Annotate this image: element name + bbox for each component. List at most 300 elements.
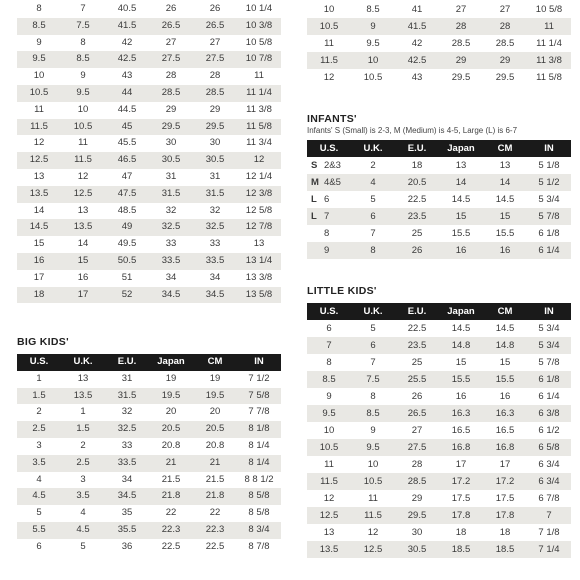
table-cell: 18 <box>17 287 61 304</box>
table-cell: 13.5 <box>307 541 351 558</box>
table-cell: 26 <box>395 242 439 259</box>
table-row <box>307 208 571 225</box>
table-row <box>17 371 281 388</box>
table-cell: 23.5 <box>395 208 439 225</box>
table-cell: 6 5/8 <box>527 439 571 456</box>
table-cell: 19 <box>149 371 193 388</box>
table-cell: 5 <box>351 320 395 337</box>
table-cell: 22.5 <box>193 539 237 556</box>
table-row <box>17 539 281 556</box>
table-cell: 2 <box>61 438 105 455</box>
table-cell: 26.5 <box>149 18 193 35</box>
table-cell: 15.5 <box>483 371 527 388</box>
table-row <box>307 354 571 371</box>
table-row <box>307 405 571 422</box>
table-cell: 33 <box>149 236 193 253</box>
table-cell: 7 1/2 <box>237 371 281 388</box>
table-cell: 25.5 <box>395 371 439 388</box>
table-cell: 15.5 <box>439 225 483 242</box>
table-cell: 42 <box>105 35 149 52</box>
table-cell: 13 <box>439 157 483 174</box>
table-cell: 8.5 <box>351 405 395 422</box>
table-row <box>307 524 571 541</box>
table-cell: 5 7/8 <box>527 354 571 371</box>
table-cell: 14 <box>17 203 61 220</box>
table-cell: 49.5 <box>105 236 149 253</box>
table-cell: 10 1/4 <box>237 1 281 18</box>
table-cell: 17.2 <box>439 473 483 490</box>
us-size: 4&5 <box>324 177 341 188</box>
table-cell: 11 <box>351 490 395 507</box>
column-header: E.U. <box>395 140 439 157</box>
table-cell: 17.2 <box>483 473 527 490</box>
table-cell: 6 1/2 <box>527 422 571 439</box>
size-table-top-left <box>17 1 281 303</box>
table-cell: 13 <box>61 371 105 388</box>
little-kids-table <box>307 303 571 558</box>
table-row <box>307 191 571 208</box>
size-letter: S <box>311 160 318 171</box>
table-row <box>17 236 281 253</box>
table-row <box>17 35 281 52</box>
column-header: E.U. <box>395 303 439 320</box>
table-cell: 17.5 <box>483 490 527 507</box>
table-cell: 14.8 <box>483 337 527 354</box>
column-header: CM <box>483 140 527 157</box>
table-cell: 10 7/8 <box>237 51 281 68</box>
table-cell: 29 <box>193 102 237 119</box>
table-cell: 28.5 <box>439 35 483 52</box>
column-header: U.S. <box>307 140 351 157</box>
table-row <box>307 490 571 507</box>
column-header: IN <box>237 354 281 371</box>
little-kids-title: LITTLE KIDS' <box>307 285 377 297</box>
table-cell: 10 5/8 <box>237 35 281 52</box>
table-cell: 28 <box>395 456 439 473</box>
size-table-body <box>17 371 281 556</box>
table-cell: 1.5 <box>17 388 61 405</box>
table-cell: 1 <box>61 404 105 421</box>
table-cell: 7 1/4 <box>527 541 571 558</box>
table-cell: 3 <box>17 438 61 455</box>
table-cell: 33.5 <box>149 253 193 270</box>
table-cell: 21 <box>149 455 193 472</box>
table-cell: 28.5 <box>483 35 527 52</box>
table-row <box>307 174 571 191</box>
table-cell: 18.5 <box>439 541 483 558</box>
table-cell: 13 <box>61 203 105 220</box>
table-cell: 43 <box>395 69 439 86</box>
table-cell: 36 <box>105 539 149 556</box>
table-row <box>307 225 571 242</box>
table-row <box>17 203 281 220</box>
table-cell: 16 <box>17 253 61 270</box>
table-cell: 14 <box>439 174 483 191</box>
table-cell: 31.5 <box>149 186 193 203</box>
table-cell: 34 <box>193 270 237 287</box>
table-row <box>17 102 281 119</box>
table-cell: 30.5 <box>193 152 237 169</box>
table-row <box>17 421 281 438</box>
table-cell: 5 <box>17 505 61 522</box>
infants-note: Infants' S (Small) is 2-3, M (Medium) is 4-5, Large (L) is 6-7 <box>307 126 518 135</box>
table-cell: 32.5 <box>193 219 237 236</box>
table-cell: 6 7/8 <box>527 490 571 507</box>
table-cell: 12 <box>237 152 281 169</box>
table-cell: 10 5/8 <box>527 1 571 18</box>
table-cell: 10.5 <box>61 119 105 136</box>
table-cell: 10 <box>61 102 105 119</box>
table-cell: 22.5 <box>395 191 439 208</box>
column-header: U.S. <box>307 303 351 320</box>
table-cell: 32.5 <box>105 421 149 438</box>
table-cell: 1 <box>17 371 61 388</box>
table-cell: 34.5 <box>149 287 193 304</box>
table-cell: 27 <box>193 35 237 52</box>
table-cell: 13.5 <box>61 388 105 405</box>
table-cell: 22 <box>193 505 237 522</box>
table-cell: 8 5/8 <box>237 488 281 505</box>
table-cell: 27 <box>149 35 193 52</box>
column-header: U.K. <box>351 303 395 320</box>
table-cell: 42.5 <box>395 52 439 69</box>
table-cell: 25 <box>395 225 439 242</box>
table-cell: 15 <box>439 208 483 225</box>
table-cell: 17 <box>61 287 105 304</box>
table-cell: 20.5 <box>149 421 193 438</box>
table-cell: 33 <box>193 236 237 253</box>
table-cell: 15 <box>17 236 61 253</box>
table-cell: 32 <box>193 203 237 220</box>
table-cell: 9 <box>351 422 395 439</box>
table-cell: 27.5 <box>149 51 193 68</box>
table-cell: 46.5 <box>105 152 149 169</box>
table-cell: 11 <box>307 35 351 52</box>
table-cell: 25 <box>395 354 439 371</box>
table-cell: 13 <box>483 157 527 174</box>
table-cell: 8 1/8 <box>237 421 281 438</box>
table-row <box>307 337 571 354</box>
table-cell: 42 <box>395 35 439 52</box>
table-cell: 8.5 <box>17 18 61 35</box>
table-cell: 20 <box>149 404 193 421</box>
table-cell: 9.5 <box>351 35 395 52</box>
table-cell: 2.5 <box>61 455 105 472</box>
table-cell: 3.5 <box>17 455 61 472</box>
table-cell: 26 <box>395 388 439 405</box>
table-cell: 11 3/4 <box>237 135 281 152</box>
table-cell: 10 <box>17 68 61 85</box>
table-cell: 28 <box>483 18 527 35</box>
table-row <box>307 69 571 86</box>
table-cell: 50.5 <box>105 253 149 270</box>
table-cell: 17 <box>17 270 61 287</box>
table-cell: 31 <box>193 169 237 186</box>
table-cell: 14.5 <box>17 219 61 236</box>
table-cell: 12 1/4 <box>237 169 281 186</box>
table-cell <box>307 191 351 208</box>
table-cell <box>307 242 351 259</box>
table-cell: 20.5 <box>193 421 237 438</box>
table-cell: 34 <box>105 472 149 489</box>
table-cell: 12 5/8 <box>237 203 281 220</box>
table-cell: 47.5 <box>105 186 149 203</box>
table-cell: 20.8 <box>149 438 193 455</box>
table-cell: 11 <box>61 135 105 152</box>
table-cell: 28.5 <box>395 473 439 490</box>
table-cell: 10.5 <box>351 473 395 490</box>
table-cell: 8.5 <box>61 51 105 68</box>
table-cell: 31.5 <box>105 388 149 405</box>
table-cell: 4 <box>17 472 61 489</box>
table-cell: 4.5 <box>17 488 61 505</box>
table-cell: 31.5 <box>193 186 237 203</box>
table-cell: 12 7/8 <box>237 219 281 236</box>
table-cell: 35.5 <box>105 522 149 539</box>
table-row <box>17 85 281 102</box>
table-cell: 12 <box>17 135 61 152</box>
table-cell: 21 <box>193 455 237 472</box>
table-row <box>17 488 281 505</box>
table-cell: 52 <box>105 287 149 304</box>
table-row <box>17 68 281 85</box>
table-cell: 11.5 <box>307 52 351 69</box>
table-cell: 33.5 <box>105 455 149 472</box>
table-cell: 49 <box>105 219 149 236</box>
table-cell: 13 <box>307 524 351 541</box>
table-cell: 14.5 <box>483 191 527 208</box>
table-cell: 17 <box>483 456 527 473</box>
table-cell: 45 <box>105 119 149 136</box>
table-row <box>17 287 281 304</box>
table-cell <box>307 157 351 174</box>
size-table-body <box>17 1 281 303</box>
table-cell: 18.5 <box>483 541 527 558</box>
table-cell: 7 1/8 <box>527 524 571 541</box>
table-cell: 12 3/8 <box>237 186 281 203</box>
table-cell: 11 <box>17 102 61 119</box>
table-row <box>17 404 281 421</box>
infants-table <box>307 140 571 259</box>
table-cell: 29.5 <box>395 507 439 524</box>
table-cell: 4 <box>351 174 395 191</box>
table-row <box>307 388 571 405</box>
table-cell: 14 <box>483 174 527 191</box>
table-cell: 30 <box>193 135 237 152</box>
table-cell: 12 <box>307 69 351 86</box>
table-cell: 6 1/4 <box>527 242 571 259</box>
table-cell: 29 <box>483 52 527 69</box>
table-cell: 19 <box>193 371 237 388</box>
table-cell: 22 <box>149 505 193 522</box>
size-table-body <box>307 320 571 558</box>
table-cell: 7 <box>351 225 395 242</box>
table-cell: 16.8 <box>439 439 483 456</box>
table-cell: 30.5 <box>149 152 193 169</box>
table-cell: 5 <box>61 539 105 556</box>
table-cell: 29 <box>149 102 193 119</box>
table-cell: 7 <box>307 337 351 354</box>
table-cell: 27 <box>395 422 439 439</box>
table-cell: 11.5 <box>351 507 395 524</box>
table-cell: 9.5 <box>351 439 395 456</box>
table-cell: 18 <box>439 524 483 541</box>
table-row <box>307 157 571 174</box>
column-header: Japan <box>439 303 483 320</box>
table-row <box>307 439 571 456</box>
table-cell: 8 1/4 <box>237 438 281 455</box>
table-cell: 47 <box>105 169 149 186</box>
table-header-row <box>307 140 571 157</box>
table-cell: 10.5 <box>17 85 61 102</box>
size-table-top-right <box>307 1 571 86</box>
table-cell: 11 5/8 <box>527 69 571 86</box>
table-cell: 6 3/4 <box>527 456 571 473</box>
table-cell: 8 7/8 <box>237 539 281 556</box>
table-cell: 30 <box>395 524 439 541</box>
table-cell: 11 1/4 <box>237 85 281 102</box>
table-cell: 33.5 <box>193 253 237 270</box>
table-cell: 4.5 <box>61 522 105 539</box>
table-cell: 7.5 <box>61 18 105 35</box>
table-cell: 5 1/8 <box>527 157 571 174</box>
size-letter: L <box>311 211 317 222</box>
table-cell: 8 <box>307 354 351 371</box>
table-cell: 48.5 <box>105 203 149 220</box>
table-cell: 27 <box>483 1 527 18</box>
table-cell: 6 3/8 <box>527 405 571 422</box>
table-cell: 9 <box>17 35 61 52</box>
table-cell: 11 <box>237 68 281 85</box>
table-cell: 10 3/8 <box>237 18 281 35</box>
table-cell: 9.5 <box>307 405 351 422</box>
table-cell: 16.5 <box>483 422 527 439</box>
column-header: Japan <box>439 140 483 157</box>
table-cell: 16 <box>439 388 483 405</box>
table-cell: 11 <box>307 456 351 473</box>
table-row <box>17 505 281 522</box>
table-cell: 5.5 <box>17 522 61 539</box>
table-cell: 4 <box>61 505 105 522</box>
table-row <box>17 135 281 152</box>
table-cell: 14.5 <box>439 191 483 208</box>
us-size: 6 <box>324 194 330 205</box>
table-cell: 9 <box>307 388 351 405</box>
table-cell: 9 <box>351 18 395 35</box>
table-cell: 16 <box>483 242 527 259</box>
table-cell: 22.3 <box>193 522 237 539</box>
table-cell: 21.8 <box>193 488 237 505</box>
table-cell: 7 <box>61 1 105 18</box>
table-cell: 13.5 <box>61 219 105 236</box>
table-cell: 16 <box>61 270 105 287</box>
table-row <box>17 169 281 186</box>
table-cell: 29 <box>395 490 439 507</box>
table-row <box>17 270 281 287</box>
table-cell: 20.5 <box>395 174 439 191</box>
table-cell: 22.5 <box>395 320 439 337</box>
table-cell: 15 <box>61 253 105 270</box>
table-cell: 9.5 <box>17 51 61 68</box>
table-cell: 32 <box>149 203 193 220</box>
table-cell: 6 3/4 <box>527 473 571 490</box>
table-row <box>307 18 571 35</box>
table-cell: 17.5 <box>439 490 483 507</box>
table-cell: 6 <box>17 539 61 556</box>
us-size: 9 <box>324 245 330 256</box>
table-cell: 21.5 <box>149 472 193 489</box>
table-cell: 7 <box>351 354 395 371</box>
table-cell: 44 <box>105 85 149 102</box>
table-cell: 26 <box>149 1 193 18</box>
table-cell: 16.5 <box>439 422 483 439</box>
table-cell: 16 <box>483 388 527 405</box>
table-cell: 11 3/8 <box>527 52 571 69</box>
infants-table-body <box>307 157 571 259</box>
table-row <box>17 186 281 203</box>
table-cell: 28 <box>193 68 237 85</box>
table-cell: 6 1/4 <box>527 388 571 405</box>
table-cell: 5 3/4 <box>527 191 571 208</box>
table-row <box>307 52 571 69</box>
table-cell: 14.5 <box>483 320 527 337</box>
table-cell: 6 1/8 <box>527 225 571 242</box>
table-cell: 40.5 <box>105 1 149 18</box>
table-cell: 5 7/8 <box>527 208 571 225</box>
table-cell: 29.5 <box>483 69 527 86</box>
table-row <box>307 242 571 259</box>
column-header: CM <box>483 303 527 320</box>
table-cell: 8 5/8 <box>237 505 281 522</box>
table-cell: 12 <box>307 490 351 507</box>
table-cell: 10.5 <box>351 69 395 86</box>
table-cell: 12 <box>61 169 105 186</box>
big-kids-table <box>17 354 281 556</box>
table-cell: 16.3 <box>439 405 483 422</box>
table-cell: 15 <box>439 354 483 371</box>
table-cell: 34.5 <box>193 287 237 304</box>
table-cell: 18 <box>483 524 527 541</box>
table-cell: 10.5 <box>307 18 351 35</box>
table-header-row <box>307 303 571 320</box>
table-row <box>307 422 571 439</box>
column-header: U.K. <box>351 140 395 157</box>
table-row <box>17 253 281 270</box>
table-cell: 5 3/4 <box>527 320 571 337</box>
table-cell: 16.3 <box>483 405 527 422</box>
table-cell: 26.5 <box>395 405 439 422</box>
table-row <box>17 472 281 489</box>
table-cell: 41.5 <box>105 18 149 35</box>
table-row <box>17 388 281 405</box>
table-cell: 12.5 <box>61 186 105 203</box>
column-header: IN <box>527 140 571 157</box>
table-cell: 34.5 <box>105 488 149 505</box>
table-cell: 19.5 <box>149 388 193 405</box>
table-cell: 6 <box>351 208 395 225</box>
table-cell: 29 <box>439 52 483 69</box>
table-row <box>17 455 281 472</box>
table-cell: 28 <box>439 18 483 35</box>
table-cell: 6 <box>307 320 351 337</box>
table-cell: 21.5 <box>193 472 237 489</box>
table-cell: 27 <box>439 1 483 18</box>
table-cell: 10.5 <box>307 439 351 456</box>
table-row <box>17 522 281 539</box>
table-cell: 15.5 <box>483 225 527 242</box>
table-cell: 17 <box>439 456 483 473</box>
table-cell: 8.5 <box>351 1 395 18</box>
